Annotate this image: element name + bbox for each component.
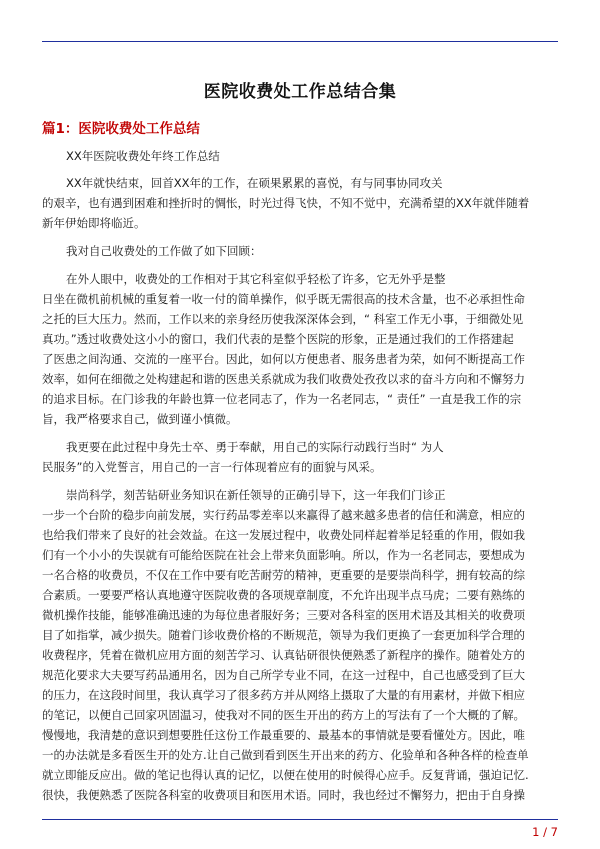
- paragraph-line: 一名合格的收费员，不仅在工作中要有吃苦耐劳的精神，更重要的是要崇尚科学，拥有较高的综: [42, 568, 525, 582]
- paragraph-line: 民服务”的入党誓言，用自己的一言一行体现着应有的面貌与风采。: [42, 460, 382, 474]
- subtitle-line: XX年医院收费处年终工作总结: [66, 149, 220, 163]
- paragraph-line: XX年就快结束，回首XX年的工作，在硕果累累的喜悦，有与同事协同攻关: [66, 176, 443, 190]
- paragraph-line: 的笔记，以便自己回家巩固温习，使我对不同的医生开出的药方上的写法有了一个大概的了解。: [42, 708, 525, 722]
- paragraph-line: 新年伊始即将临近。: [42, 216, 146, 230]
- paragraph-line: 在外人眼中，收费处的工作相对于其它科室似乎轻松了许多，它无外乎是整: [66, 272, 446, 286]
- footer-rule: [42, 819, 558, 820]
- paragraph-line: 之托的巨大压力。然而，工作以来的亲身经历使我深深体会到，“ 科室工作无小事，于细微处见: [42, 312, 524, 326]
- paragraph-line: 慢慢地，我清楚的意识到想要胜任这份工作最重要的、最基本的事情就是要看懂处方。因此，唯: [42, 728, 525, 742]
- paragraph-line: 旨，我严格要求自己，做到谨小慎微。: [42, 412, 238, 426]
- paragraph-line: 的压力，在这段时间里，我认真学习了很多药方并从网络上摄取了大量的有用素材，并做下相应: [42, 688, 525, 702]
- paragraph-line: 一的办法就是多看医生开的处方.让自己做到看到医生开出来的药方、化验单和各种各样的检查单: [42, 748, 529, 762]
- paragraph-line: 很快，我便熟悉了医院各科室的收费项目和医用术语。同时，我也经过不懈努力，把由于自身操: [42, 788, 525, 802]
- body-paragraph: [42, 173, 558, 233]
- paragraph-line: 了医患之间沟通、交流的一座平台。因此，如何以方便患者、服务患者为荣，如何不断提高工作: [42, 352, 525, 366]
- paragraph-line: 效率，如何在细微之处构建起和谐的医患关系就成为我们收费处孜孜以求的奋斗方向和不懈努力: [42, 372, 525, 386]
- paragraph-line: 也给我们带来了良好的社会效益。在这一发展过程中，收费处同样起着举足轻重的作用，假如我: [42, 528, 525, 542]
- paragraph-line: 的艰辛，也有遇到困难和挫折时的惆怅，时光过得飞快，不知不觉中，充满希望的XX年就伴随着: [42, 196, 530, 210]
- document-body: [42, 146, 558, 813]
- page-number: 1 / 7: [532, 825, 558, 839]
- paragraph-line: 合素质。一要要严格认真地遵守医院收费的各项规章制度，不允许出现半点马虎；二要有熟练的: [42, 588, 525, 602]
- body-paragraph: [42, 485, 558, 805]
- paragraph-line: 我更要在此过程中身先士卒、勇于奉献，用自己的实际行动践行当时“ 为人: [66, 440, 444, 454]
- paragraph-line: 真功。”透过收费处这小小的窗口，我们代表的是整个医院的形象，正是通过我们的工作搭建起: [42, 332, 514, 346]
- section-heading: 篇1：医院收费处工作总结: [42, 121, 200, 137]
- paragraph-line: 们有一个小小的失误就有可能给医院在社会上带来负面影响。所以，作为一名老同志，要想成为: [42, 548, 525, 562]
- header-rule: [42, 41, 558, 42]
- subtitle-paragraph: [42, 146, 558, 166]
- paragraph-line: 崇尚科学，刻苦钻研业务知识在新任领导的正确引导下，这一年我们门诊正: [66, 488, 446, 502]
- paragraph-line: 日坐在微机前机械的重复着一收一付的简单操作，似乎既无需很高的技术含量，也不必承担性命: [42, 292, 525, 306]
- body-paragraph: [42, 241, 558, 261]
- paragraph-line: 我对自己收费处的工作做了如下回顾：: [66, 244, 262, 258]
- paragraph-line: 目了如指掌，减少损失。随着门诊收费价格的不断规范，领导为我们更换了一套更加科学合理的: [42, 628, 525, 642]
- body-paragraph: [42, 437, 558, 477]
- paragraph-list: [42, 173, 558, 805]
- body-paragraph: [42, 269, 558, 429]
- paragraph-line: 就立即能反应出。做的笔记也得认真的记忆，以便在使用的时候得心应手。反复背诵，强迫记忆.: [42, 768, 529, 782]
- paragraph-line: 微机操作技能，能够准确迅速的为每位患者服好务；三要对各科室的医用术语及其相关的收费项: [42, 608, 525, 622]
- document-title: 医院收费处工作总结合集: [203, 82, 397, 102]
- paragraph-line: 的追求目标。在门诊我的年龄也算一位老同志了，作为一名老同志，“ 责任” 一直是我工作的宗: [42, 392, 522, 406]
- paragraph-line: 一步一个台阶的稳步向前发展，实行药品零差率以来赢得了越来越多患者的信任和满意，相应的: [42, 508, 525, 522]
- paragraph-line: 规范化要求大夫要写药品通用名，因为自己所学专业不同，在这一过程中，自己也感受到了巨大: [42, 668, 525, 682]
- paragraph-line: 收费程序，凭着在微机应用方面的刻苦学习、认真钻研很快便熟悉了新程序的操作。随着处方的: [42, 648, 525, 662]
